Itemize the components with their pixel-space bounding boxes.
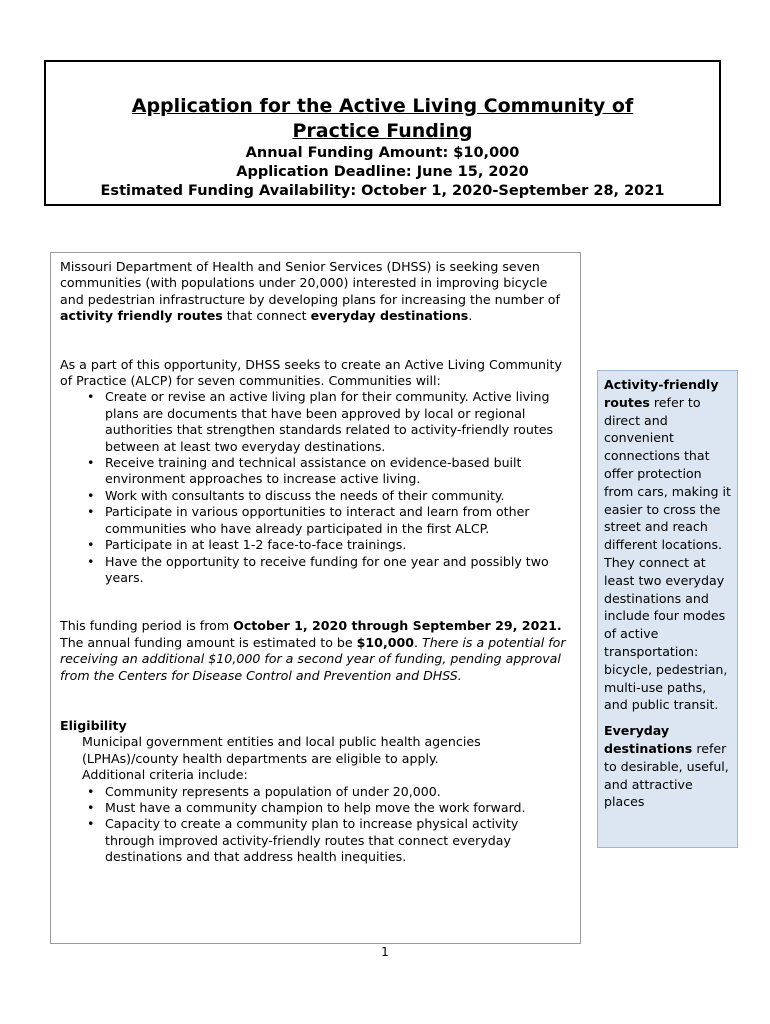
definitions-sidebar [597,370,738,848]
funding-bold-amount: $10,000 [356,634,415,650]
funding-availability: Estimated Funding Availability: October 1, 2020-September 28, 2021 [100,183,665,199]
list-item: • Create or revise an active living plan for their community. Active living plans are documents that have been approved by local or regional authorities that strengthen standards related to activity-friendly routes between at least two everyday destinations. [105,389,571,455]
main-content-box [50,252,581,944]
definition-text: refer to direct and convenient connections that offer protection from cars, making it easier to cross the street and reach different locations. They connect at least two everyday destinations and include four modes of active transportation: bicycle, pedestrian, multi-use paths, and public transit. [604,394,731,713]
definition-term: Activity-friendly routes [604,377,719,410]
alcp-bullet-list [60,389,571,586]
eligibility-heading: Eligibility [60,717,127,733]
eligibility-text: Additional criteria include: [82,767,248,783]
intro-paragraph [60,259,571,325]
funding-amount: Annual Funding Amount: $10,000 [245,145,520,161]
funding-text: . [414,634,423,650]
funding-text: The annual funding amount is estimated to be [60,634,357,650]
funding-text: This funding period is from [60,618,234,634]
intro-text: . [468,308,473,324]
alcp-intro: As a part of this opportunity, DHSS seeks to create an Active Living Community of Practice (ALCP) for seven communities. Communities will: [60,356,562,389]
document-title: Application for the Active Living Community of Practice Funding [131,95,634,142]
definition-everyday-destinations [604,722,731,811]
list-item: • Participate in various opportunities to interact and learn from other communities who have already participated in the first ALCP. [105,504,571,537]
header-box [44,60,721,206]
eligibility-body [60,734,571,783]
list-item: • Community represents a population of under 20,000. [105,784,571,800]
funding-paragraph [60,618,571,684]
definition-activity-routes [604,376,731,714]
intro-text: that connect [222,308,311,324]
list-item: • Must have a community champion to help move the work forward. [105,800,571,816]
definition-text: refer to desirable, useful, and attractive places [604,740,729,810]
intro-bold-everyday-destinations: everyday destinations [310,308,469,324]
intro-text: Missouri Department of Health and Senior Services (DHSS) is seeking seven communities (with populations under 20,000) interested in improving bicycle and pedestrian infrastructure by developing plans for increasing the number of [60,259,560,307]
intro-bold-activity-routes: activity friendly routes [60,308,223,324]
list-item: • Receive training and technical assistance on evidence-based built environment approaches to increase active living. [105,455,571,488]
list-item: • Have the opportunity to receive funding for one year and possibly two years. [105,554,571,587]
funding-italic-note: There is a potential for receiving an additional $10,000 for a second year of funding, pending approval from the Centers for Disease Control and Prevention and DHSS. [60,634,566,683]
application-deadline: Application Deadline: June 15, 2020 [236,164,529,180]
list-item: • Capacity to create a community plan to increase physical activity through improved activity-friendly routes that connect everyday destinations and that address health inequities. [105,816,571,865]
funding-bold-period: October 1, 2020 through September 29, 2021. [233,618,562,634]
eligibility-text: Municipal government entities and local public health agencies (LPHAs)/county health departments are eligible to apply. [82,734,481,766]
definition-term: Everyday destinations [604,723,693,756]
list-item: • Work with consultants to discuss the needs of their community. [105,488,571,504]
eligibility-bullet-list [60,784,571,866]
list-item: • Participate in at least 1-2 face-to-face trainings. [105,537,571,553]
page-number: 1 [381,945,389,959]
